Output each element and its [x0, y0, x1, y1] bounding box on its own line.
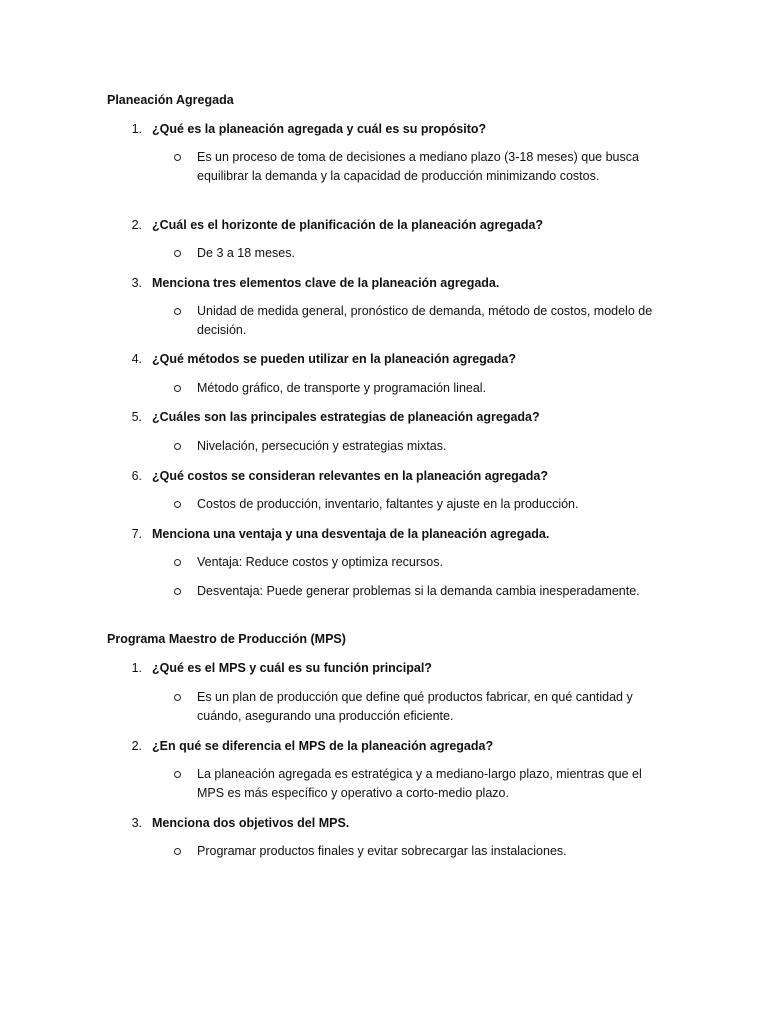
question-number: 2. — [131, 218, 142, 232]
question-text: Menciona tres elementos clave de la planeación agregada. — [152, 276, 500, 290]
answer-text: Programar productos finales y evitar sobrecargar las instalaciones. — [197, 844, 567, 858]
answer-text: Costos de producción, inventario, faltantes y ajuste en la producción. — [197, 497, 579, 511]
question-number: 2. — [131, 739, 142, 753]
answer-item — [174, 765, 664, 803]
circle-bullet-icon — [174, 250, 181, 257]
circle-bullet-icon — [174, 501, 181, 508]
question-number: 7. — [131, 527, 142, 541]
answer-text: Desventaja: Puede generar problemas si la demanda cambia inesperadamente. — [197, 584, 640, 598]
question-number: 1. — [131, 122, 142, 136]
answer-item — [174, 244, 664, 263]
answer-text: Unidad de medida general, pronóstico de demanda, método de costos, modelo de decisión. — [197, 304, 653, 337]
question-text: ¿Qué costos se consideran relevantes en la planeación agregada? — [152, 469, 548, 483]
section-title: Planeación Agregada — [107, 93, 234, 107]
question-number: 3. — [131, 276, 142, 290]
answer-text: Es un proceso de toma de decisiones a mediano plazo (3-18 meses) que busca equilibrar la demanda y la capacidad de producción minimizando costos. — [197, 150, 639, 183]
circle-bullet-icon — [174, 443, 181, 450]
answer-item — [174, 437, 664, 456]
question-text: Menciona una ventaja y una desventaja de la planeación agregada. — [152, 527, 550, 541]
answer-item — [174, 582, 664, 601]
question-text: ¿Cuál es el horizonte de planificación de la planeación agregada? — [152, 218, 544, 232]
answer-item — [174, 495, 664, 514]
question-number: 1. — [131, 661, 142, 675]
answer-text: Nivelación, persecución y estrategias mixtas. — [197, 439, 447, 453]
circle-bullet-icon — [174, 588, 181, 595]
answer-text: La planeación agregada es estratégica y a mediano-largo plazo, mientras que el MPS es más específico y operativo a corto-medio plazo. — [197, 767, 642, 800]
answer-text: Ventaja: Reduce costos y optimiza recursos. — [197, 555, 443, 569]
answer-item — [174, 379, 664, 398]
question-text: ¿Cuáles son las principales estrategias de planeación agregada? — [152, 410, 540, 424]
answer-text: De 3 a 18 meses. — [197, 246, 295, 260]
circle-bullet-icon — [174, 559, 181, 566]
question-text: ¿En qué se diferencia el MPS de la planeación agregada? — [152, 739, 494, 753]
question-number: 4. — [131, 352, 142, 366]
answer-item — [174, 842, 664, 861]
question-number: 5. — [131, 410, 142, 424]
question-text: ¿Qué métodos se pueden utilizar en la planeación agregada? — [152, 352, 516, 366]
section-title: Programa Maestro de Producción (MPS) — [107, 632, 346, 646]
answer-item — [174, 688, 664, 726]
circle-bullet-icon — [174, 385, 181, 392]
circle-bullet-icon — [174, 308, 181, 315]
answer-text: Método gráfico, de transporte y programación lineal. — [197, 381, 487, 395]
question-text: ¿Qué es la planeación agregada y cuál es su propósito? — [152, 122, 487, 136]
question-number: 6. — [131, 469, 142, 483]
answer-item — [174, 553, 664, 572]
answer-item — [174, 148, 664, 186]
circle-bullet-icon — [174, 154, 181, 161]
answer-item — [174, 302, 664, 340]
question-number: 3. — [131, 816, 142, 830]
question-text: ¿Qué es el MPS y cuál es su función principal? — [152, 661, 432, 675]
circle-bullet-icon — [174, 848, 181, 855]
question-text: Menciona dos objetivos del MPS. — [152, 816, 350, 830]
circle-bullet-icon — [174, 694, 181, 701]
circle-bullet-icon — [174, 771, 181, 778]
answer-text: Es un plan de producción que define qué productos fabricar, en qué cantidad y cuándo, asegurando una producción eficiente. — [197, 690, 633, 723]
